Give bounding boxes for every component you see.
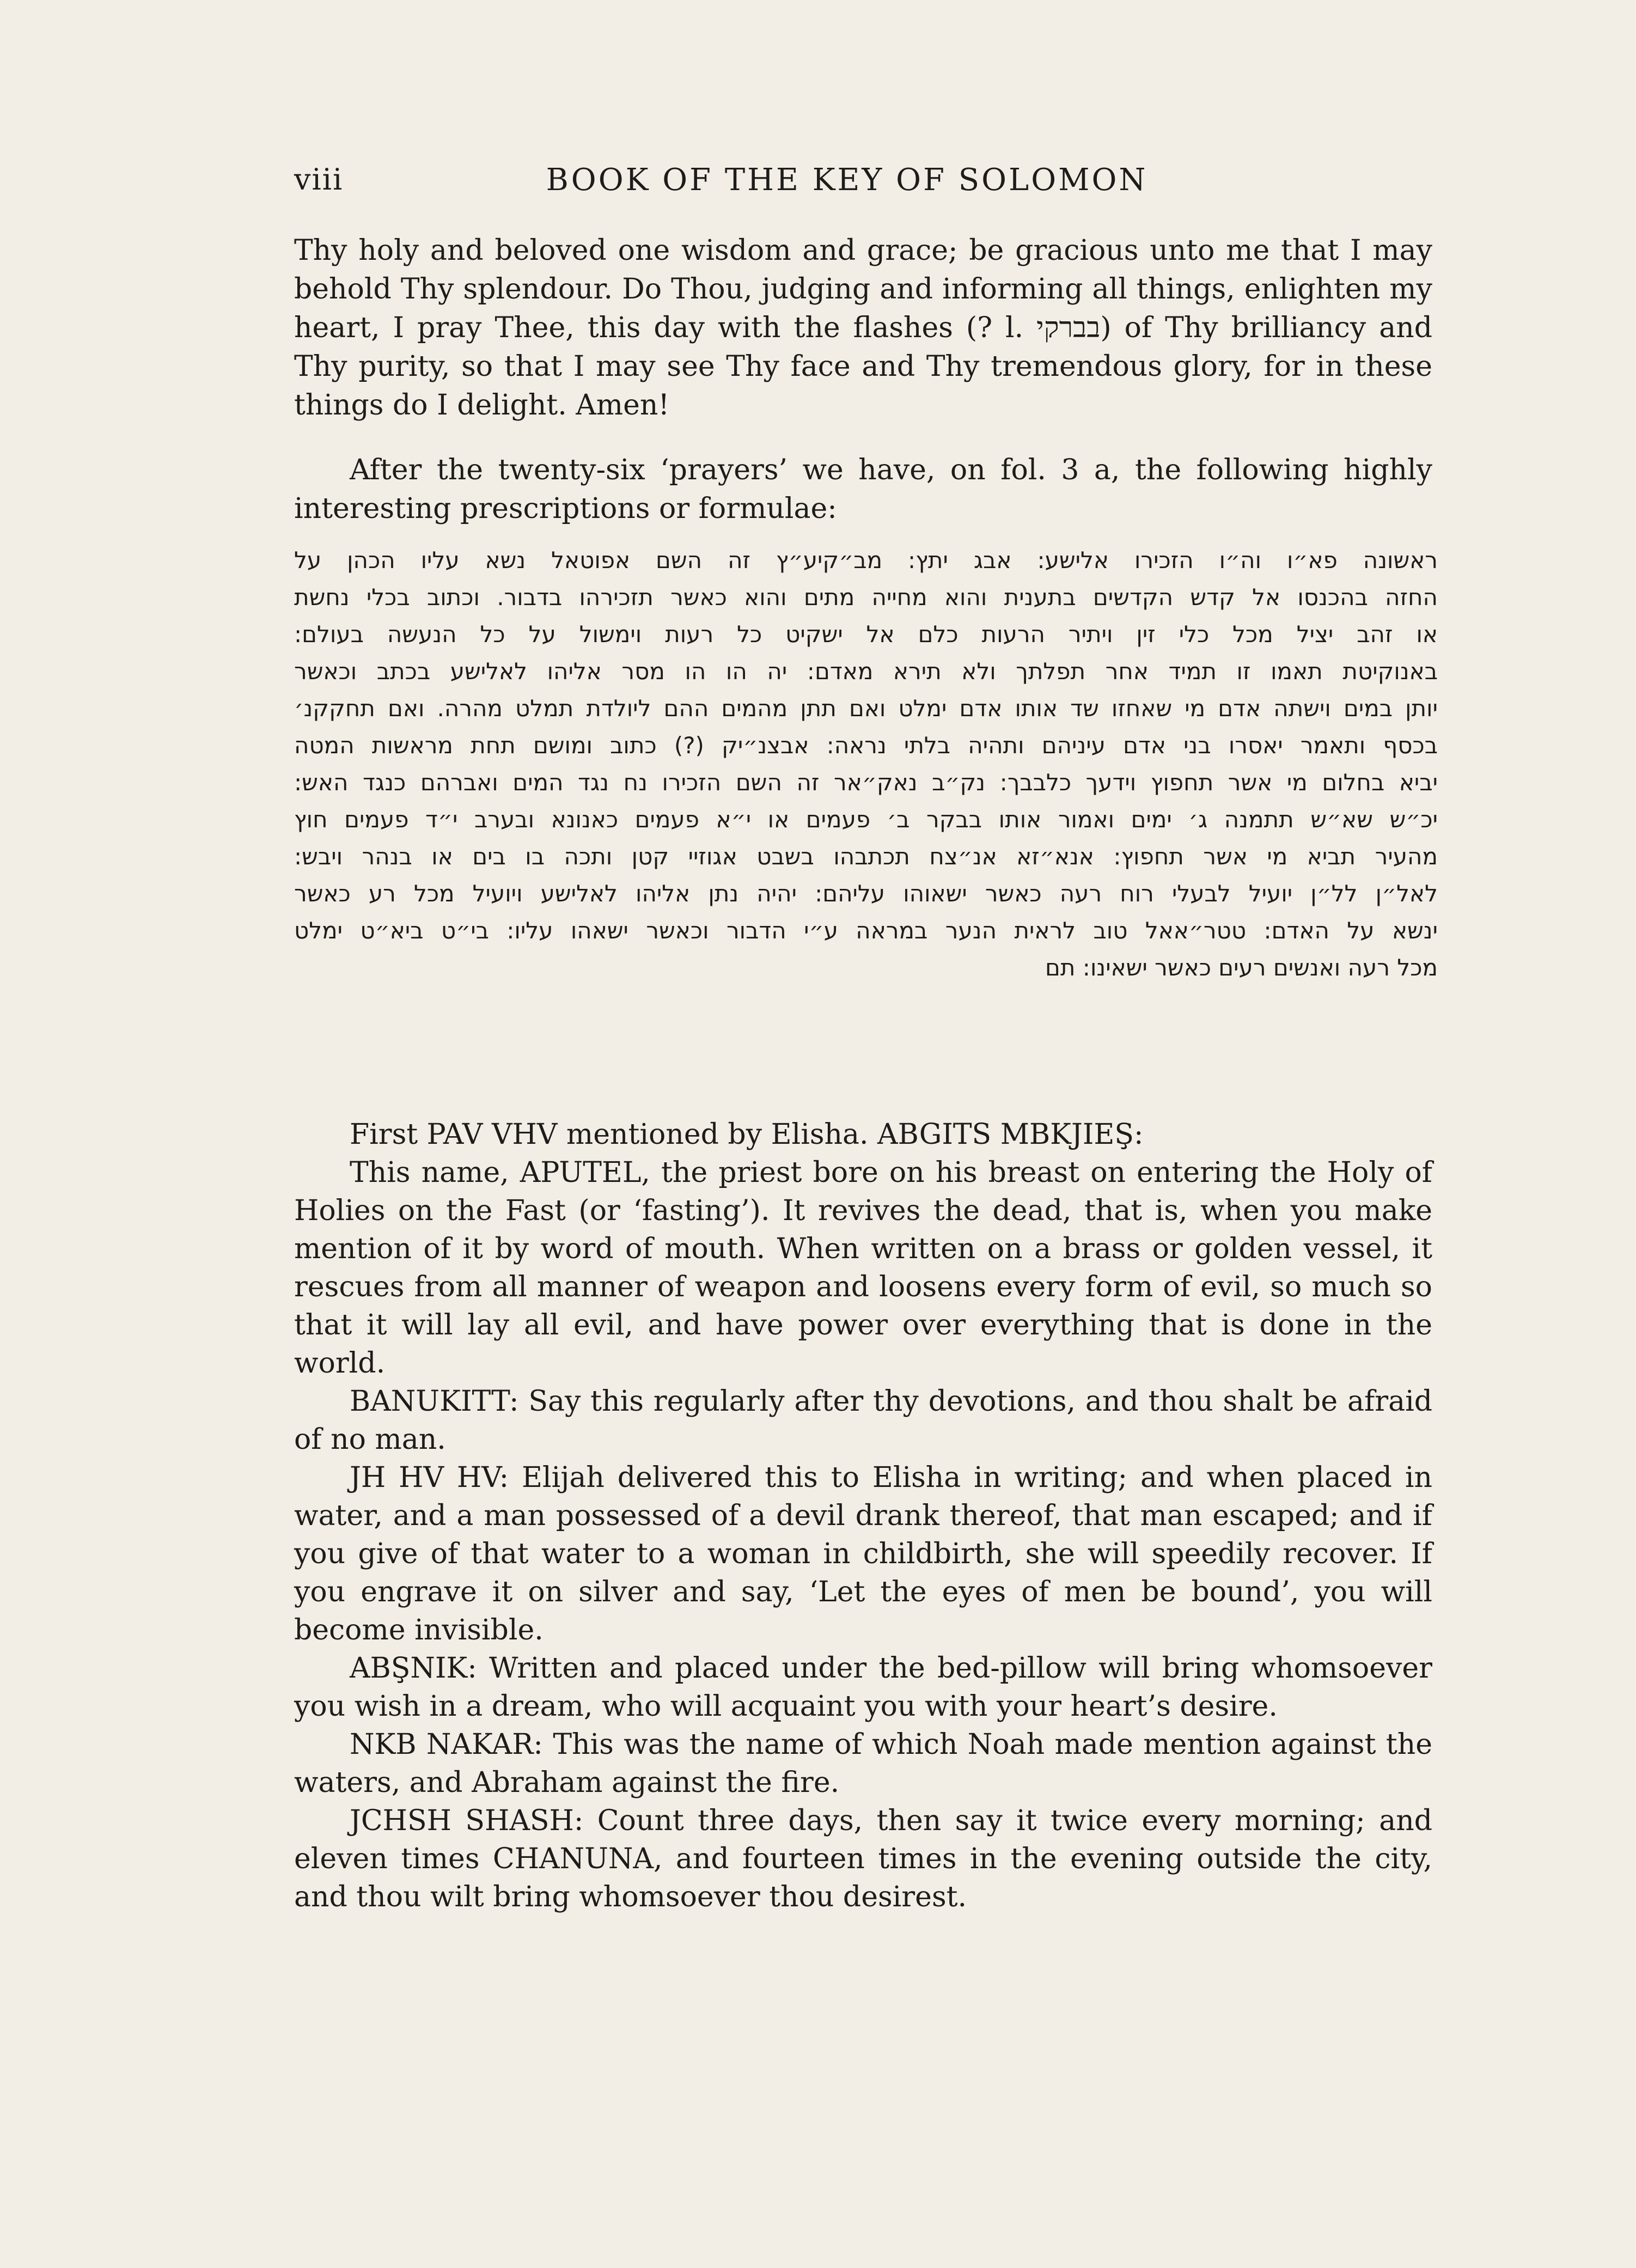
hebrew-line: בכסף ותאמר יאסרו בני אדם עיניהם ותהיה בלתי נראה: אבצנ״יק (?) כתוב ומושם תחת מראשות המטה: [294, 732, 1438, 759]
hebrew-line: מהעיר תביא מי אשר תחפוץ: אנא״זא אנ״צח תכתבהו בשבט אגוזיי קטן ותכה בו בים או בנהר ויבש:: [294, 843, 1438, 870]
hebrew-line: יותן במים וישתה אדם מי שאחזו שד אותו אדם ימלט ואם תתן מהמים ההם ליולדת תמלט מהרה. ואם תחקקנ׳: [294, 695, 1438, 722]
translation-paragraph: This name, APUTEL, the priest bore on his breast on entering the Holy of Holies on the Fast (or ‘fasting’). It revives the dead, that is, when you make mention of it by word of mouth. When written on a brass or golden vessel, it rescues from all manner of weapon and loosens every form of evil, so much so that it will lay all evil, and have power over everything that is done in the world.: [294, 1156, 1432, 1380]
hebrew-line: באנוקיטת תאמו זו תמיד אחר תפלתך ולא תירא מאדם: יה הו הו מסר אליהו לאלישע בכתב וכאשר: [294, 658, 1438, 685]
running-title: BOOK OF THE KEY OF SOLOMON: [546, 162, 1148, 198]
hebrew-line: ראשונה פא״ו וה״ו הזכירו אלישע: אבג יתץ: מב״קיע״ץ זה השם אפוטאל נשא עליו הכהן על: [294, 547, 1438, 574]
hebrew-formulae: [294, 542, 1438, 986]
hebrew-line: או זהב יציל מכל כלי זין ויתיר הרעות כלם אל ישקיט כל רעות וימשול על כל הנעשה בעולם:: [294, 621, 1438, 648]
running-header: [294, 162, 1400, 211]
page-number: viii: [294, 162, 344, 197]
hebrew-line: ינשא על האדם: טטר״אאל טוב לראית הנער במראה ע״י הדבור וכאשר ישאהו עליו: בי״ט ביא״ט ימלט: [294, 917, 1438, 944]
transition-paragraph: After the twenty-six ‘prayers’ we have, on fol. 3 a, the following highly interesting prescriptions or formulae:: [294, 454, 1432, 525]
translation-paragraph: First PAV VHV mentioned by Elisha. ABGITS MBKJIEŞ:: [350, 1118, 1144, 1151]
hebrew-line: החזה בהכנסו אל קדש הקדשים בתענית והוא מחייה מתים והוא כאשר תזכירהו בדבור. וכתוב בכלי נחשת: [294, 584, 1438, 611]
translation-paragraph: BANUKITT: Say this regularly after thy devotions, and thou shalt be afraid of no man.: [294, 1385, 1432, 1456]
intro-section: [294, 231, 1432, 425]
hebrew-line: מכל רעה ואנשים רעים כאשר ישאינו: תם: [1045, 954, 1438, 981]
transition-section: [294, 451, 1432, 528]
translation-paragraph: JCHSH SHASH: Count three days, then say it twice every morning; and eleven times CHANUNA, and fourteen times in the evening outside the city, and thou wilt bring whomsoever thou desirest.: [294, 1804, 1432, 1913]
hebrew-line: יכ״ש שא״ש תתמנה ג׳ ימים ואמור אותו בבקר ב׳ פעמים או י״א פעמים כאנונא ובערב י״ד פעמים חוץ: [294, 806, 1438, 833]
intro-paragraph: Thy holy and beloved one wisdom and grace; be gracious unto me that I may behold Thy splendour. Do Thou, judging and informing all things, enlighten my heart, I pray Thee, this day with the flashes (? l. בברקי) of Thy brilliancy and Thy purity, so that I may see Thy face and Thy tremendous glory, for in these things do I delight. Amen!: [294, 234, 1432, 422]
translation-paragraph: ABŞNIK: Written and placed under the bed-pillow will bring whomsoever you wish in a dream, who will acquaint you with your heart’s desire.: [294, 1652, 1432, 1723]
translation-paragraph: JH HV HV: Elijah delivered this to Elisha in writing; and when placed in water, and a man possessed of a devil drank thereof, that man escaped; and if you give of that water to a woman in childbirth, she will speedily recover. If you engrave it on silver and say, ‘Let the eyes of men be bound’, you will become invisible.: [294, 1461, 1432, 1647]
hebrew-line: לאל״ן לל״ן יועיל לבעלי רוח רעה כאשר ישאוהו עליהם: יהיה נתן אליהו לאלישע ויועיל מכל רע כאשר: [294, 880, 1438, 907]
translation-section: [294, 1115, 1432, 1916]
hebrew-line: יביא בחלום מי אשר תחפוץ וידעך כלבבך: נק״ב נאק״אר זה השם הזכירו נח נגד המים ואברהם כנגד האש:: [294, 769, 1438, 796]
translation-paragraph: NKB NAKAR: This was the name of which Noah made mention against the waters, and Abraham against the fire.: [294, 1728, 1432, 1799]
